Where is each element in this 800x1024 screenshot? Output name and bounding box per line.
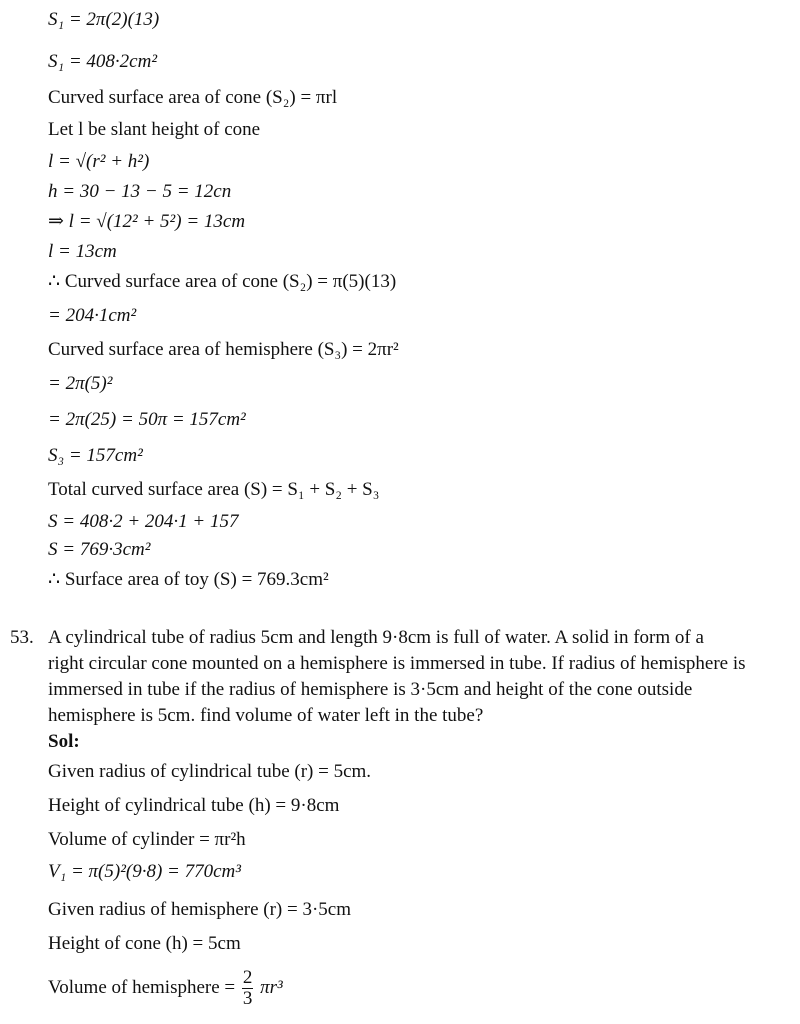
- question-line: hemisphere is 5cm. find volume of water left in the tube?: [48, 705, 484, 726]
- math-line: S = 769·3cm²: [48, 539, 151, 560]
- text-line: Height of cylindrical tube (h) = 9·8cm: [48, 795, 340, 816]
- text-line: Curved surface area of cone (S₂) = πrl: [48, 87, 338, 108]
- text-line: Height of cone (h) = 5cm: [48, 933, 241, 954]
- fraction: [242, 968, 254, 1009]
- fraction-denominator: 3: [242, 988, 253, 1009]
- text-line: Curved surface area of hemisphere (S₃) = 2πr²: [48, 339, 399, 360]
- text-line: Volume of cylinder = πr²h: [48, 829, 246, 850]
- math-line: = 2π(5)²: [48, 373, 113, 394]
- math-line: ⇒ l = √(12² + 5²) = 13cm: [48, 211, 246, 232]
- text-line: Let l be slant height of cone: [48, 119, 261, 140]
- math-line: S₃ = 157cm²: [48, 445, 143, 466]
- question-line: right circular cone mounted on a hemisphere is immersed in tube. If radius of hemisphere is: [48, 653, 746, 674]
- text-line: ∴ Curved surface area of cone (S₂) = π(5)(13): [48, 271, 397, 292]
- math-line: S = 408·2 + 204·1 + 157: [48, 511, 239, 532]
- math-line: V₁ = π(5)²(9·8) = 770cm³: [48, 861, 241, 882]
- math-line: l = 13cm: [48, 241, 117, 262]
- text-line: Given radius of hemisphere (r) = 3·5cm: [48, 899, 352, 920]
- text-line: ∴ Surface area of toy (S) = 769.3cm²: [48, 569, 329, 590]
- fraction-numerator: 2: [242, 967, 253, 988]
- math-line: = 204·1cm²: [48, 305, 137, 326]
- question-line: A cylindrical tube of radius 5cm and length 9·8cm is full of water. A solid in form of a: [48, 627, 704, 648]
- formula-suffix: πr³: [260, 976, 283, 998]
- text-line: Total curved surface area (S) = S₁ + S₂ + S₃: [48, 479, 380, 500]
- math-line: h = 30 − 13 − 5 = 12cn: [48, 181, 232, 202]
- volume-hemisphere-line: [48, 968, 283, 1009]
- math-line: = 2π(25) = 50π = 157cm²: [48, 409, 246, 430]
- math-line: l = √(r² + h²): [48, 151, 150, 172]
- solution-label: Sol:: [48, 731, 80, 752]
- math-line: S₁ = 408·2cm²: [48, 51, 158, 72]
- question-line: immersed in tube if the radius of hemisphere is 3·5cm and height of the cone outside: [48, 679, 693, 700]
- math-line: S₁ = 2π(2)(13): [48, 9, 160, 30]
- question-number: 53.: [10, 627, 34, 648]
- formula-prefix: Volume of hemisphere =: [48, 976, 236, 998]
- text-line: Given radius of cylindrical tube (r) = 5cm.: [48, 761, 372, 782]
